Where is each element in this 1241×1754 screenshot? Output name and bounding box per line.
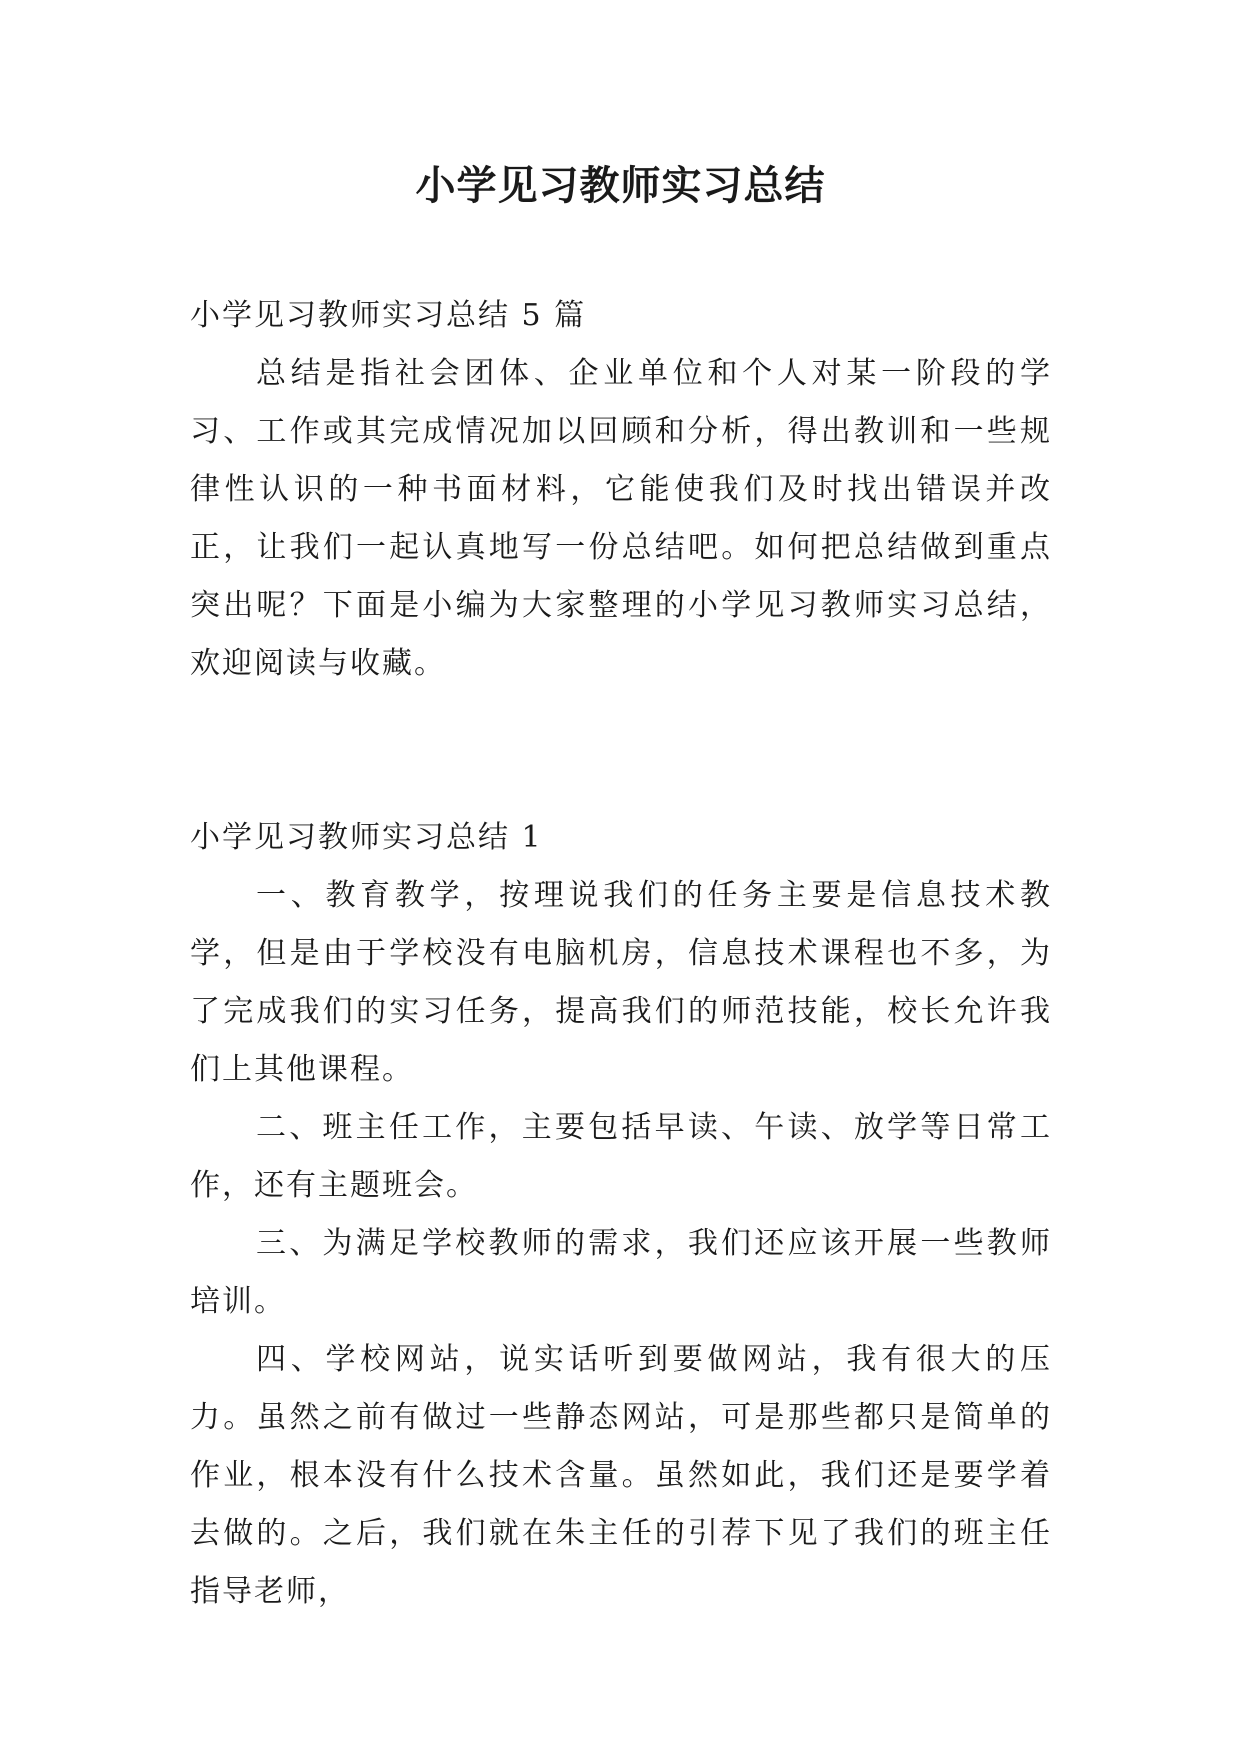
section-heading: 小学见习教师实习总结 1: [190, 820, 543, 855]
summary-section-1: [190, 809, 1052, 1621]
paragraph-4: 四、学校网站，说实话听到要做网站，我有很大的压力。虽然之前有做过一些静态网站，可是那些都只是简单的作业，根本没有什么技术含量。虽然如此，我们还是要学着去做的。之后，我们就在朱主任的引荐下见了我们的班主任指导老师，: [190, 1342, 1052, 1609]
paragraph-1: 一、教育教学，按理说我们的任务主要是信息技术教学，但是由于学校没有电脑机房，信息技术课程也不多，为了完成我们的实习任务，提高我们的师范技能，校长允许我们上其他课程。: [190, 878, 1052, 1087]
document-title: 小学见习教师实习总结: [415, 163, 826, 209]
intro-paragraph: 总结是指社会团体、企业单位和个人对某一阶段的学习、工作或其完成情况加以回顾和分析，得出教训和一些规律性认识的一种书面材料，它能使我们及时找出错误并改正，让我们一起认真地写一份总结吧。如何把总结做到重点突出呢？下面是小编为大家整理的小学见习教师实习总结，欢迎阅读与收藏。: [190, 356, 1052, 681]
intro-heading: 小学见习教师实习总结 5 篇: [190, 298, 587, 333]
paragraph-3: 三、为满足学校教师的需求，我们还应该开展一些教师培训。: [190, 1226, 1052, 1319]
paragraph-2: 二、班主任工作，主要包括早读、午读、放学等日常工作，还有主题班会。: [190, 1110, 1052, 1203]
intro-section: [190, 287, 1052, 693]
